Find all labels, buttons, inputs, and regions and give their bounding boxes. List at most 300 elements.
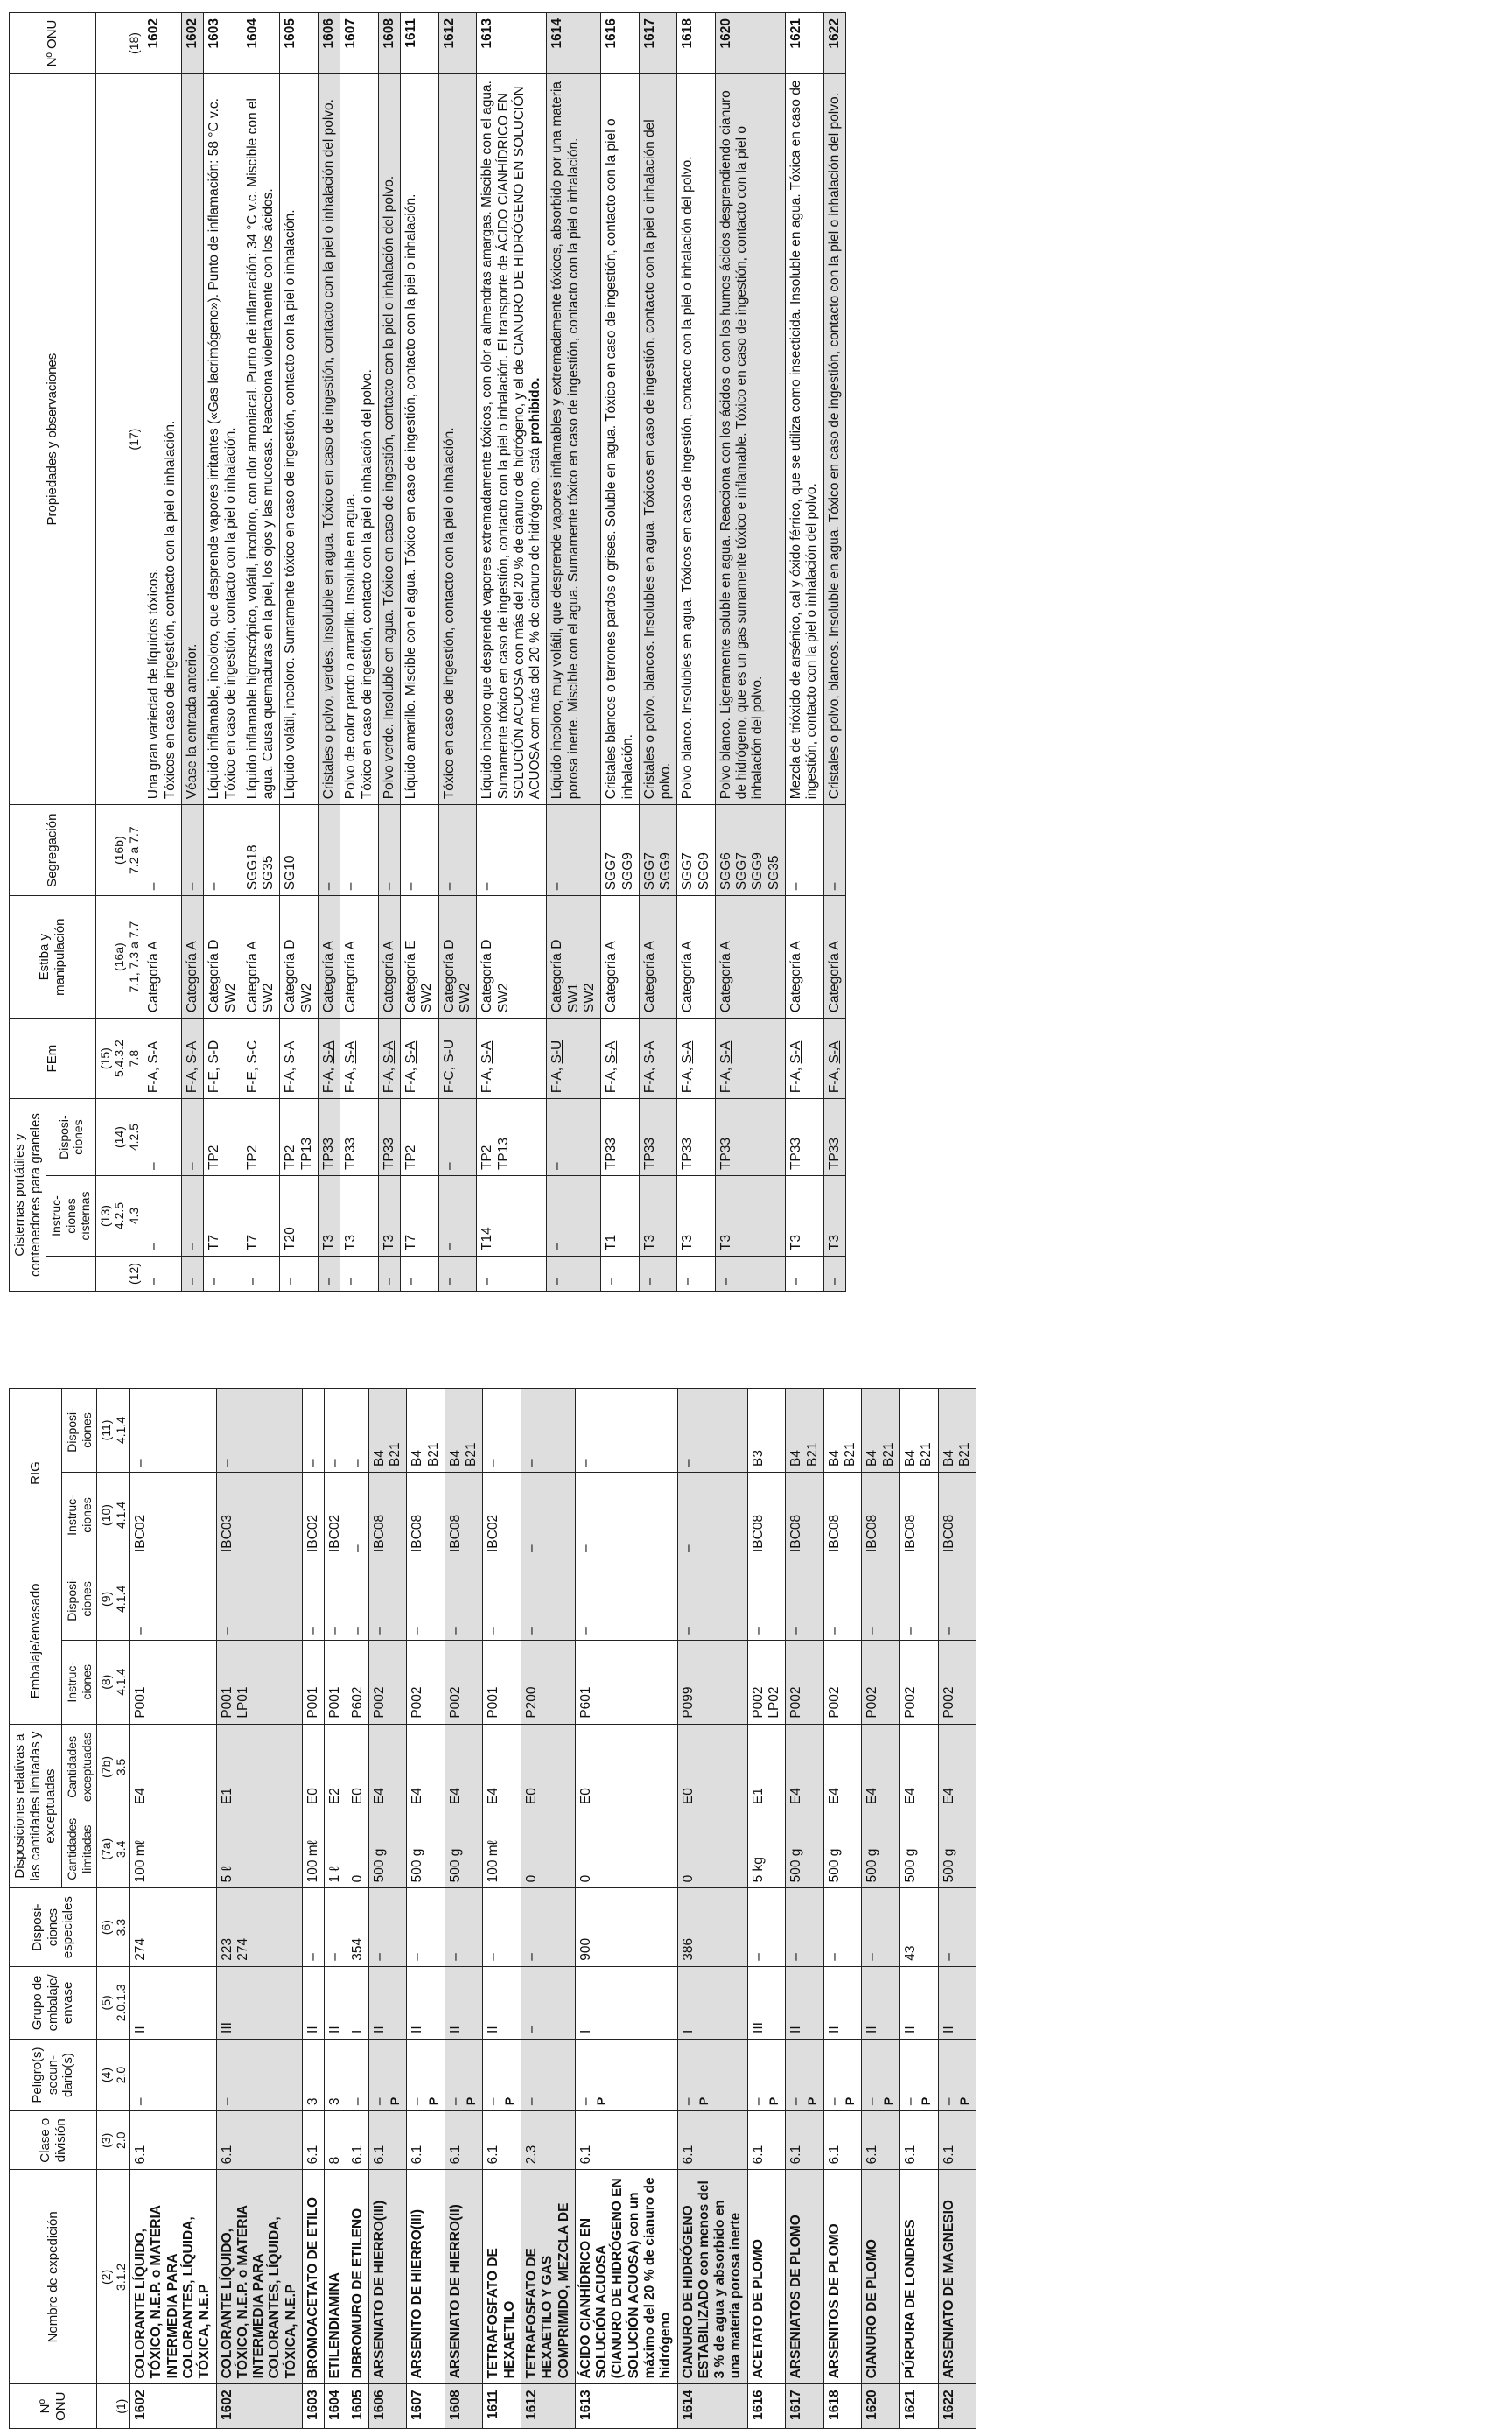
ems-cell: [318, 1018, 340, 1099]
ems-spillage: S-A: [381, 1040, 396, 1064]
subsidiary-cell-text: –: [788, 2097, 804, 2106]
shipping-name: [786, 2170, 824, 2384]
ems-spillage: S-A: [718, 1040, 733, 1064]
subsidiary-cell: [483, 2039, 522, 2110]
stowage-cell: [182, 896, 204, 1018]
shipping-name: [575, 2170, 677, 2384]
column-12-cell-text: –: [826, 1278, 842, 1285]
packing-provision-cell: [483, 1558, 522, 1641]
ems-cell: [639, 1018, 677, 1099]
un-cell: [823, 2384, 862, 2429]
ems-fire: F-A,: [321, 1063, 336, 1094]
ems-cell: [601, 1018, 640, 1099]
segregation-cell: [242, 805, 280, 896]
stowage-cell: [677, 896, 716, 1018]
special-provisions-cell: [900, 1888, 938, 1966]
tank-provision-cell: [242, 1099, 280, 1176]
class-cell-text: 6.1: [750, 2145, 766, 2165]
column-number: (12): [95, 1256, 144, 1292]
ems-fire: F-A,: [343, 1063, 359, 1094]
properties-cell-text: Cristales o polvo, blancos. Insolubles en agua. Tóxicos en caso de ingestión, contacto con la piel o inhalación del polvo.: [641, 119, 674, 800]
ibc-provision-cell-text: –: [304, 1459, 320, 1466]
limited-quantity-cell: [747, 1810, 786, 1888]
column-12-cell: [823, 1256, 845, 1292]
ibc-provision-cell-text: B3: [750, 1450, 766, 1466]
tank-instruction-cell-text: T3: [788, 1234, 804, 1251]
packing-group-cell-text: II: [304, 2026, 320, 2034]
packing-group-cell: [325, 1966, 346, 2039]
packing-instruction-cell-text: P002: [371, 1686, 387, 1718]
limited-quantity-cell-text: 0: [578, 1874, 593, 1883]
shipping-name: [130, 2170, 216, 2384]
ems-fire: F-E,: [244, 1063, 260, 1094]
special-provisions-cell: [407, 1888, 445, 1966]
header-packing-prov: Disposi-ciones: [62, 1558, 97, 1641]
packing-instruction-cell-text: P001: [304, 1686, 320, 1718]
limited-quantity-cell: [346, 1810, 368, 1888]
packing-instruction-cell: [407, 1640, 445, 1724]
table-row: [144, 13, 182, 1292]
tank-instruction-cell: [786, 1176, 824, 1256]
un-cell-text: 1620: [718, 18, 733, 49]
column-number: (16b) 7.2 a 7.7: [95, 805, 144, 896]
ems-cell: [547, 1018, 601, 1099]
properties-cell: [182, 74, 204, 805]
special-provisions-cell: [747, 1888, 786, 1966]
header-stowage: Estiba y manipulación: [10, 896, 96, 1018]
tank-provision-cell-text: TP33: [343, 1137, 359, 1171]
stowage-cell: [786, 896, 824, 1018]
table-row: [401, 13, 439, 1292]
properties-cell: [204, 74, 242, 805]
properties-cell-text: Líquido amarillo. Miscible con el agua. Tóxico en caso de ingestión, contacto con la piel o inhalación.: [403, 193, 419, 800]
special-provisions-cell: [216, 1888, 302, 1966]
ems-fire: F-C,: [441, 1062, 457, 1094]
packing-instruction-cell-text: P002: [902, 1686, 918, 1718]
class-cell-text: 6.1: [219, 2145, 234, 2165]
un-cell: [144, 13, 182, 74]
class-cell-text: 6.1: [410, 2145, 425, 2165]
ems-cell: [182, 1018, 204, 1099]
packing-group-cell-text: II: [902, 2026, 918, 2034]
ems-spillage: S-A: [826, 1040, 842, 1064]
column-12-cell-text: –: [718, 1278, 733, 1285]
table-row: [378, 13, 400, 1292]
shipping-name-text: TETRAFOSFATO DE HEXAETILO Y GAS COMPRIMIDO, MEZCLA DE: [524, 2202, 571, 2379]
table-row: [182, 13, 204, 1292]
limited-quantity-cell: [483, 1810, 522, 1888]
un-cell-text: 1611: [403, 18, 419, 48]
ibc-instruction-cell-text: IBC03: [219, 1514, 234, 1553]
packing-instruction-cell: [130, 1640, 216, 1724]
column-12-cell: [280, 1256, 318, 1292]
un-cell-text: 1611: [486, 2390, 501, 2420]
shipping-name: [938, 2170, 976, 2384]
packing-instruction-cell-text: P002: [447, 1686, 463, 1718]
class-cell: [216, 2111, 302, 2170]
subsidiary-cell-text: –: [941, 2097, 956, 2106]
packing-group-cell: [747, 1966, 786, 2039]
un-cell: [601, 13, 640, 74]
packing-provision-cell: [677, 1558, 747, 1641]
segregation-cell-text: –: [788, 882, 804, 891]
properties-cell-text: Una gran variedad de líquidos tóxicos. Tóxicos en caso de ingestión, contacto con la piel o inhalación.: [146, 420, 178, 800]
tank-provision-cell-text: TP2: [206, 1144, 222, 1171]
packing-instruction-cell-text: P001: [486, 1686, 501, 1718]
properties-cell: [677, 74, 716, 805]
tank-provision-cell-text: TP33: [826, 1137, 842, 1171]
excepted-quantity-cell: [747, 1724, 786, 1810]
un-cell: [715, 13, 785, 74]
un-cell: [477, 13, 547, 74]
packing-instruction-cell: [575, 1640, 677, 1724]
properties-cell: [340, 74, 379, 805]
table-row: [938, 1389, 976, 2429]
subsidiary-cell-text: –: [680, 2097, 696, 2106]
un-cell-text: 1608: [381, 18, 396, 49]
stowage-cell: [438, 896, 477, 1018]
segregation-cell-text: –: [321, 882, 336, 891]
tank-instruction-cell-text: T7: [206, 1234, 222, 1251]
table-row: [302, 1389, 324, 2429]
packing-group-cell: [900, 1966, 938, 2039]
special-provisions-cell: [130, 1888, 216, 1966]
special-provisions-cell: [302, 1888, 324, 1966]
special-provisions-cell: [483, 1888, 522, 1966]
ibc-instruction-cell: [368, 1472, 407, 1558]
table-row: [786, 13, 824, 1292]
stowage-cell-text: Categoría A SW2: [244, 941, 276, 1013]
column-12-cell-text: –: [206, 1278, 222, 1285]
shipping-name: [368, 2170, 407, 2384]
stowage-cell: [340, 896, 379, 1018]
properties-cell: [786, 74, 824, 805]
segregation-cell-text: SGG7 SGG9: [641, 852, 674, 891]
tank-provision-cell: [378, 1099, 400, 1176]
un-cell-text: 1613: [480, 18, 495, 49]
ibc-provision-cell: [823, 1389, 862, 1473]
special-provisions-cell: [346, 1888, 368, 1966]
table-row: [547, 13, 601, 1292]
packing-instruction-cell-text: P002: [941, 1686, 956, 1718]
un-cell: [242, 13, 280, 74]
properties-cell-text: Cristales o polvo, blancos. Insoluble en agua. Tóxico en caso de ingestión, contacto con la piel o inhalación del polvo.: [826, 93, 842, 800]
packing-provision-cell-text: –: [447, 1627, 463, 1634]
header-tank-instr: Instruc-ciones cisternas: [46, 1176, 96, 1256]
column-12-cell: [144, 1256, 182, 1292]
packing-provision-cell: [575, 1558, 677, 1641]
shipping-name: [325, 2170, 346, 2384]
packing-provision-cell-text: –: [826, 1627, 842, 1634]
subsidiary-cell: [302, 2039, 324, 2110]
tank-instruction-cell-text: T7: [244, 1234, 260, 1251]
stowage-cell-text: Categoría D SW2: [283, 939, 314, 1013]
tank-instruction-cell: [378, 1176, 400, 1256]
excepted-quantity-cell-text: E4: [864, 1788, 880, 1805]
excepted-quantity-cell: [325, 1724, 346, 1810]
tank-instruction-cell: [144, 1176, 182, 1256]
shipping-name-text: ACETATO DE PLOMO: [750, 2239, 766, 2379]
tank-provision-cell-text: TP33: [381, 1137, 396, 1171]
limited-quantity-cell-text: 5 ℓ: [219, 1866, 234, 1883]
subsidiary-cell: [522, 2039, 576, 2110]
excepted-quantity-cell: [368, 1724, 407, 1810]
un-cell-text: 1618: [680, 18, 696, 49]
ibc-instruction-cell-text: IBC08: [750, 1514, 766, 1553]
special-provisions-cell-text: –: [826, 1953, 842, 1961]
packing-provision-cell: [302, 1558, 324, 1641]
column-number: (18): [95, 13, 144, 74]
packing-provision-cell: [823, 1558, 862, 1641]
header-limited: Cantidades limitadas: [62, 1810, 97, 1888]
class-cell-text: 6.1: [133, 2145, 149, 2165]
class-cell: [483, 2111, 522, 2170]
column-12-cell-text: –: [185, 1278, 200, 1285]
table-row: [204, 13, 242, 1292]
ibc-instruction-cell: [900, 1472, 938, 1558]
un-cell: [340, 13, 379, 74]
stowage-cell-text: Categoría A: [788, 941, 804, 1013]
properties-cell: [318, 74, 340, 805]
ems-fire: F-A,: [604, 1063, 620, 1094]
un-cell-text: 1605: [349, 2390, 365, 2420]
limited-quantity-cell-text: 500 g: [941, 1848, 956, 1883]
shipping-name: [522, 2170, 576, 2384]
ems-cell: [477, 1018, 547, 1099]
un-cell: [522, 2384, 576, 2429]
limited-quantity-cell-text: 5 kg: [750, 1857, 766, 1883]
header-tank-prov: Disposi-ciones: [46, 1099, 96, 1176]
class-cell: [444, 2111, 483, 2170]
table-row: [639, 13, 677, 1292]
ems-fire: F-A,: [403, 1063, 419, 1094]
limited-quantity-cell-text: 500 g: [410, 1848, 425, 1883]
un-cell: [900, 2384, 938, 2429]
tank-provision-cell-text: –: [185, 1162, 200, 1171]
ems-fire: F-E,: [206, 1063, 222, 1094]
packing-instruction-cell: [368, 1640, 407, 1724]
subsidiary-cell: [407, 2039, 445, 2110]
table-row: [575, 1389, 677, 2429]
ibc-instruction-cell: [575, 1472, 677, 1558]
shipping-name: [862, 2170, 900, 2384]
packing-instruction-cell: [216, 1640, 302, 1724]
special-provisions-cell-text: –: [486, 1953, 501, 1961]
packing-group-cell: [677, 1966, 747, 2039]
special-provisions-cell-text: –: [524, 1953, 540, 1961]
shipping-name-text: CIANURO DE PLOMO: [864, 2239, 880, 2379]
header-un: Nº ONU: [10, 2384, 97, 2429]
table-row: [346, 1389, 368, 2429]
properties-cell: [280, 74, 318, 805]
packing-instruction-cell-text: P002: [410, 1686, 425, 1718]
un-cell-text: 1605: [283, 18, 298, 49]
table-row: [522, 1389, 576, 2429]
ibc-provision-cell: [522, 1389, 576, 1473]
subsidiary-cell-text: –: [826, 2097, 842, 2106]
tank-provision-cell-text: –: [550, 1162, 565, 1171]
limited-quantity-cell: [368, 1810, 407, 1888]
ibc-instruction-cell: [938, 1472, 976, 1558]
segregation-cell: [786, 805, 824, 896]
subsidiary-cell: [325, 2039, 346, 2110]
limited-quantity-cell-text: 500 g: [371, 1848, 387, 1883]
ibc-instruction-cell: [522, 1472, 576, 1558]
limited-quantity-cell: [216, 1810, 302, 1888]
ibc-provision-cell-text: B4 B21: [447, 1442, 480, 1466]
special-provisions-cell-text: –: [327, 1953, 343, 1961]
ems-cell: [378, 1018, 400, 1099]
column-12-cell: [242, 1256, 280, 1292]
column-number: (11) 4.1.4: [97, 1389, 130, 1473]
packing-group-cell-text: II: [941, 2026, 956, 2034]
special-provisions-cell-text: 900: [578, 1937, 593, 1961]
packing-provision-cell: [444, 1558, 483, 1641]
packing-instruction-cell-text: P001: [327, 1686, 343, 1718]
un-cell-text: 1612: [441, 18, 457, 49]
marine-pollutant-mark: P: [843, 2096, 858, 2106]
un-cell: [204, 13, 242, 74]
segregation-cell-text: –: [185, 882, 200, 891]
packing-instruction-cell-text: P200: [524, 1686, 540, 1718]
limited-quantity-cell: [522, 1810, 576, 1888]
stowage-cell-text: Categoría E SW2: [403, 940, 435, 1013]
column-number: (15) 5.4.3.2 7.8: [95, 1018, 144, 1099]
ems-fire: F-A,: [788, 1063, 804, 1094]
packing-instruction-cell-text: P002: [788, 1686, 804, 1718]
tank-instruction-cell-text: –: [550, 1242, 565, 1251]
header-properties: Propiedades y observaciones: [10, 74, 96, 805]
excepted-quantity-cell: [786, 1724, 824, 1810]
ibc-provision-cell: [302, 1389, 324, 1473]
ibc-instruction-cell-text: IBC02: [327, 1514, 343, 1553]
packing-group-cell: [444, 1966, 483, 2039]
table-row: [242, 13, 280, 1292]
special-provisions-cell: [325, 1888, 346, 1966]
excepted-quantity-cell-text: E1: [219, 1788, 234, 1805]
un-cell: [677, 2384, 747, 2429]
un-cell-text: 1604: [244, 18, 260, 49]
marine-pollutant-mark: P: [766, 2096, 780, 2106]
properties-cell-text: Polvo blanco. Ligeramente soluble en agua. Reacciona con los ácidos o con los humos ácidos desprendiendo cianuro de hidrógeno, que es un gas sumamente tóxico e inflamable. Tóxico en caso de ingestión, contacto con la piel o inhalación del polvo.: [718, 90, 766, 800]
tank-provision-cell-text: TP33: [718, 1137, 733, 1171]
properties-cell: [144, 74, 182, 805]
packing-group-cell: [823, 1966, 862, 2039]
tank-provision-cell-text: TP2 TP13: [283, 1137, 314, 1171]
ems-fire: F-A,: [381, 1063, 396, 1094]
segregation-cell: [182, 805, 204, 896]
subsidiary-cell-text: –: [578, 2097, 593, 2106]
packing-provision-cell: [346, 1558, 368, 1641]
packing-group-cell: [368, 1966, 407, 2039]
column-12-cell: [182, 1256, 204, 1292]
segregation-cell-text: –: [146, 882, 162, 891]
ems-fire: F-A,: [826, 1063, 842, 1094]
un-cell: [677, 13, 716, 74]
excepted-quantity-cell-text: E4: [410, 1788, 425, 1805]
excepted-quantity-cell: [483, 1724, 522, 1810]
stowage-cell: [823, 896, 845, 1018]
packing-provision-cell-text: –: [219, 1627, 234, 1634]
segregation-cell: [677, 805, 716, 896]
header-ibc: RIG: [10, 1389, 62, 1558]
tank-provision-cell-text: TP33: [604, 1137, 620, 1171]
packing-group-cell: [938, 1966, 976, 2039]
column-number: (5) 2.0.1.3: [97, 1966, 130, 2039]
un-cell-text: 1616: [750, 2390, 766, 2420]
ibc-instruction-cell: [786, 1472, 824, 1558]
tank-instruction-cell: [639, 1176, 677, 1256]
ibc-provision-cell-text: –: [680, 1459, 696, 1466]
un-cell-text: 1617: [788, 2390, 804, 2420]
marine-pollutant-mark: P: [919, 2096, 934, 2106]
un-cell: [401, 13, 439, 74]
excepted-quantity-cell: [677, 1724, 747, 1810]
packing-instruction-cell: [823, 1640, 862, 1724]
tank-instruction-cell-text: T3: [321, 1234, 336, 1251]
subsidiary-cell-text: –: [902, 2097, 918, 2106]
table-row: [438, 13, 477, 1292]
class-cell: [862, 2111, 900, 2170]
properties-cell-text: Véase la entrada anterior.: [185, 643, 200, 800]
tank-provision-cell: [318, 1099, 340, 1176]
column-12-cell: [477, 1256, 547, 1292]
properties-cell: [401, 74, 439, 805]
un-cell-text: 1603: [304, 2390, 320, 2420]
properties-cell-text: Mezcla de trióxido de arsénico, cal y óxido férrico, que se utiliza como insecticida. Insoluble en agua. Tóxica en caso de ingestión, contacto con la piel o inhalación del polvo.: [788, 80, 820, 800]
limited-quantity-cell: [938, 1810, 976, 1888]
segregation-cell: [477, 805, 547, 896]
marine-pollutant-mark: P: [425, 2096, 440, 2106]
segregation-cell: [401, 805, 439, 896]
ems-spillage: S-A: [788, 1040, 804, 1064]
class-cell: [747, 2111, 786, 2170]
header-packing-group: Grupo de embalaje/ envase: [10, 1966, 97, 2039]
stowage-cell: [547, 896, 601, 1018]
class-cell-text: 6.1: [941, 2145, 956, 2165]
stowage-cell: [601, 896, 640, 1018]
ibc-instruction-cell-text: IBC08: [902, 1514, 918, 1553]
packing-group-cell-text: III: [219, 2022, 234, 2034]
shipping-name-text: ETILENDIAMINA: [327, 2272, 343, 2379]
ibc-instruction-cell-text: IBC02: [486, 1514, 501, 1553]
stowage-cell: [715, 896, 785, 1018]
ibc-instruction-cell: [444, 1472, 483, 1558]
un-cell: [346, 2384, 368, 2429]
un-cell: [325, 2384, 346, 2429]
segregation-cell-text: –: [826, 882, 842, 891]
packing-group-cell-text: II: [133, 2026, 149, 2034]
marine-pollutant-mark: P: [388, 2096, 402, 2106]
tank-provision-cell-text: TP33: [788, 1137, 804, 1171]
table-row: [340, 13, 379, 1292]
ibc-provision-cell: [368, 1389, 407, 1473]
stowage-cell: [401, 896, 439, 1018]
properties-cell: [378, 74, 400, 805]
table-row: [368, 1389, 407, 2429]
shipping-name-text: ARSENIATOS DE PLOMO: [788, 2215, 804, 2379]
properties-cell-text: Líquido incoloro, muy volátil, que desprende vapores inflamables y extremadamente tóxicos, absorbido por una materia porosa inerte. Miscible con el agua. Sumamente tóxico en caso de ingestión, contacto con la piel o inhalación.: [550, 80, 581, 800]
properties-cell: [639, 74, 677, 805]
un-cell: [575, 2384, 677, 2429]
special-provisions-cell: [823, 1888, 862, 1966]
packing-group-cell: [483, 1966, 522, 2039]
header-name: Nombre de expedición: [10, 2170, 97, 2384]
segregation-cell: [318, 805, 340, 896]
tank-instruction-cell: [340, 1176, 379, 1256]
column-12-cell: [378, 1256, 400, 1292]
segregation-cell-text: –: [403, 882, 419, 891]
